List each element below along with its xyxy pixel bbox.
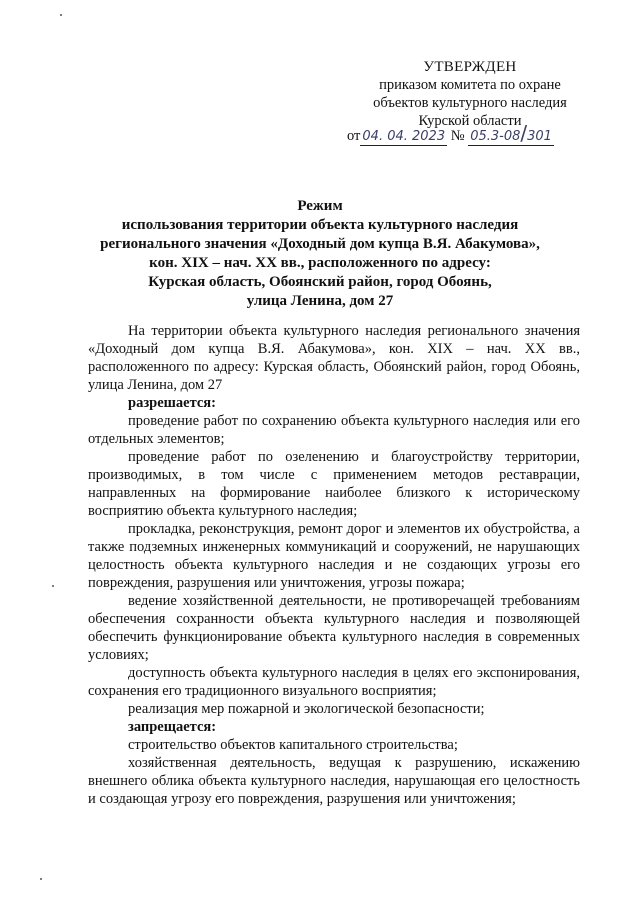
prohibited-label: запрещается: (128, 719, 217, 735)
allowed-item: доступность объекта культурного наследия в целях его экспонирования, сохранения его традиционного визуального восприятия; (88, 665, 580, 699)
scan-speck (40, 878, 42, 880)
title-line: улица Ленина, дом 27 (246, 293, 394, 309)
title-line: Курская область, Обоянский район, город Обоянь, (148, 274, 492, 290)
order-number-sign: № (450, 128, 465, 144)
allowed-item: ведение хозяйственной деятельности, не противоречащей требованиям обеспечения сохранности объекта культурного наследия и позволяющей обеспечить функционирование объекта культурного наследия в современных условиях; (88, 593, 580, 663)
allowed-item: проведение работ по сохранению объекта культурного наследия или его отдельных элементов; (88, 413, 580, 447)
prohibited-item: строительство объектов капитального строительства; (128, 737, 458, 753)
title-line: кон. XIX – нач. XX вв., расположенного по адресу: (149, 255, 491, 271)
approval-line: объектов культурного наследия (373, 95, 567, 111)
order-number-suffix: 301 (527, 129, 552, 144)
intro-paragraph: На территории объекта культурного наследия регионального значения «Доходный дом купца В.Я. Абакумова», кон. XIX – нач. XX вв., расположенного по адресу: Курская область, Обоянский район, город Обоянь, улица Ленина, дом 27 (88, 323, 580, 393)
title-line: Режим (297, 198, 343, 214)
allowed-item: прокладка, реконструкция, ремонт дорог и элементов их обустройства, а также подземных инженерных коммуникаций и сооружений, не нарушающих целостность объекта культурного наследия и не создающих угрозы его повреждения, разрушения или уничтожения, угрозы пожара; (88, 521, 580, 591)
allowed-label: разрешается: (128, 395, 216, 411)
approval-line: приказом комитета по охране (379, 77, 561, 93)
scan-speck (60, 14, 62, 16)
order-number: 05.3-08 (470, 129, 521, 144)
order-prefix: от (347, 128, 361, 144)
approval-block (330, 58, 610, 130)
approval-line: Курской области (418, 113, 522, 129)
allowed-item: реализация мер пожарной и экологической безопасности; (128, 701, 485, 717)
slash-mark: / (520, 121, 528, 145)
document-title (100, 197, 540, 311)
title-line: регионального значения «Доходный дом купца В.Я. Абакумова», (100, 236, 540, 252)
allowed-item: проведение работ по озеленению и благоустройству территории, производимых, в том числе с применением методов реставрации, направленных на формирование наиболее близкого к историческому восприятию объекта культурного наследия; (88, 449, 580, 519)
prohibited-item: хозяйственная деятельность, ведущая к разрушению, искажению внешнего облика объекта культурного наследия, нарушающая его целостность и создающая угрозу его повреждения, разрушения или уничтожения; (88, 755, 580, 807)
scan-speck (52, 585, 54, 587)
order-number-handwritten (468, 121, 554, 146)
document-body (88, 322, 580, 808)
approval-heading: УТВЕРЖДЕН (423, 59, 517, 75)
order-date-handwritten: 04. 04. 2023 (362, 129, 446, 144)
title-line: использования территории объекта культурного наследия (121, 217, 519, 233)
